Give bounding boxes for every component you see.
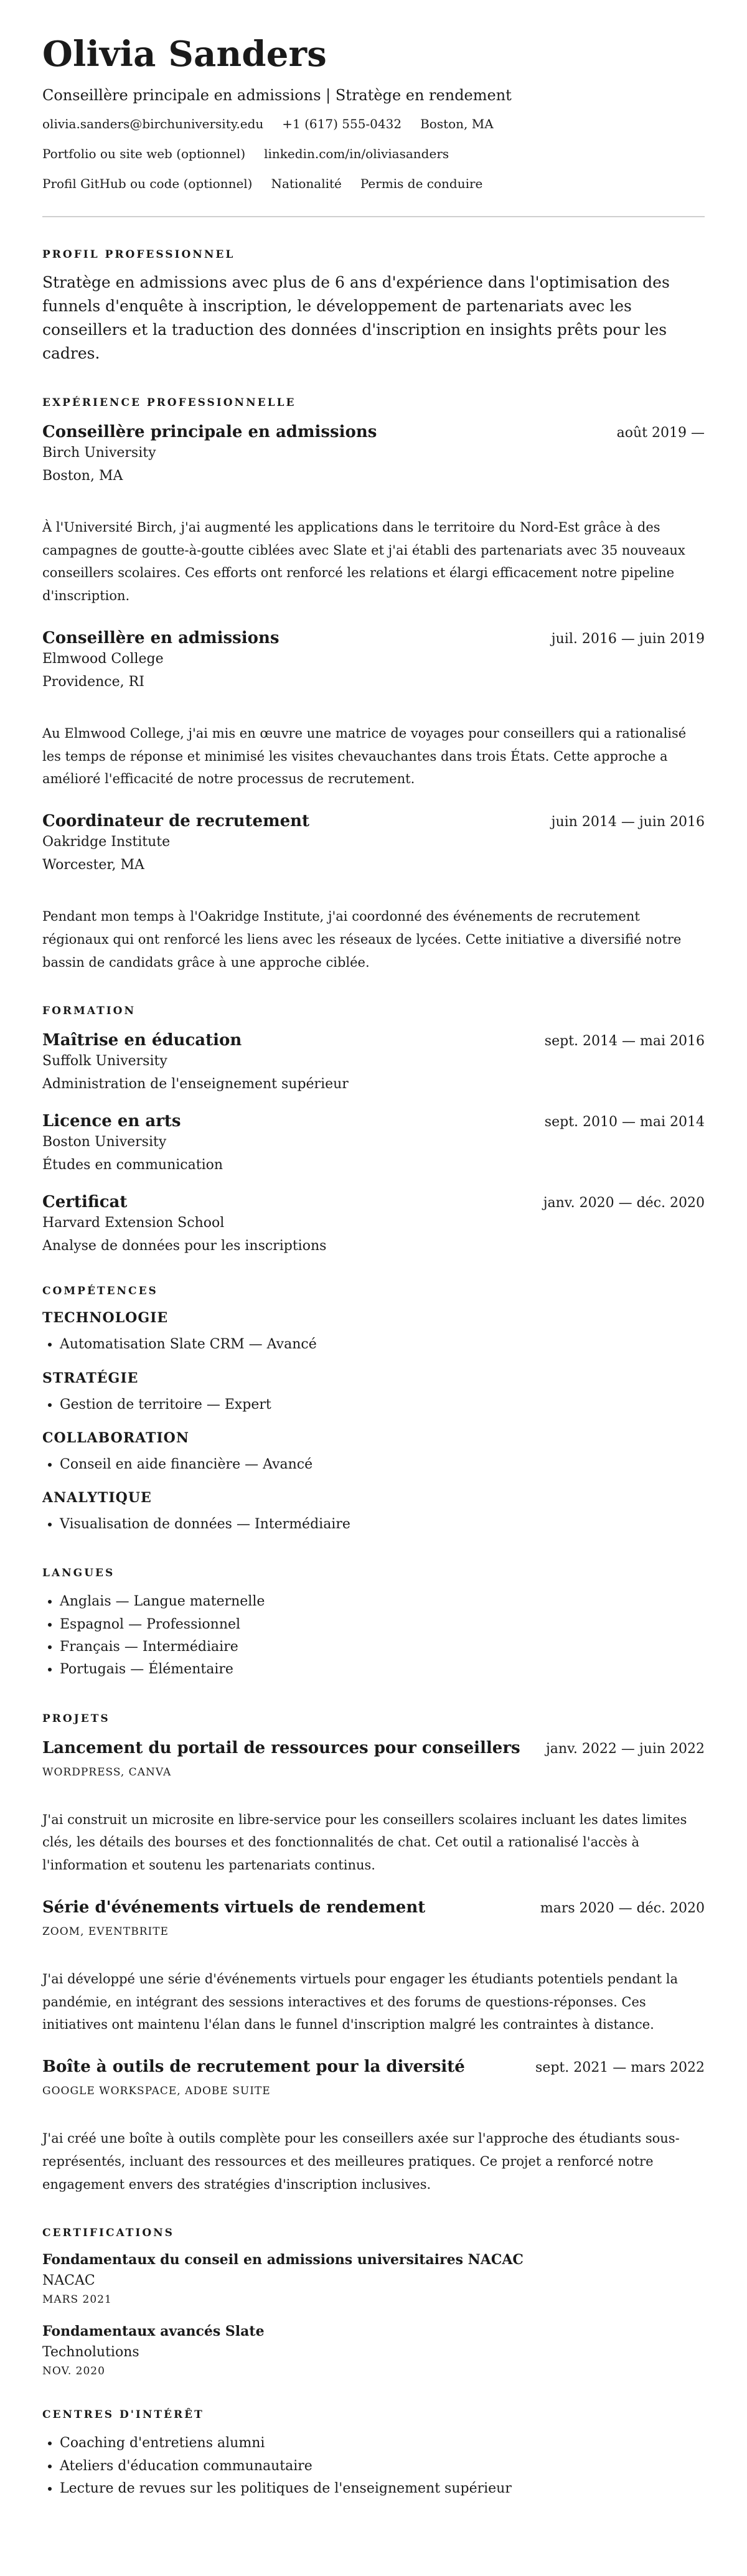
project-tech: ZOOM, EVENTBRITE bbox=[42, 1925, 169, 1938]
experience-entry bbox=[42, 629, 705, 791]
skill-list bbox=[42, 1394, 705, 1416]
section-title-certifications: CERTIFICATIONS bbox=[42, 2227, 174, 2240]
degree-detail: Administration de l'enseignement supérieur bbox=[42, 1076, 349, 1093]
job-title: Conseillère en admissions bbox=[42, 628, 280, 647]
languages-section bbox=[42, 1567, 705, 1681]
skill-category: COLLABORATION bbox=[42, 1429, 189, 1446]
certification-issuer: Technolutions bbox=[42, 2344, 139, 2361]
section-title-education: FORMATION bbox=[42, 1005, 136, 1018]
contact-linkedin[interactable]: linkedin.com/in/oliviasanders bbox=[264, 146, 449, 161]
projects-section bbox=[42, 1713, 705, 2196]
section-title-profile: PROFIL PROFESSIONNEL bbox=[42, 248, 235, 261]
interest-item: • Ateliers d'éducation communautaire bbox=[60, 2455, 705, 2478]
skill-item: • Conseil en aide financière — Avancé bbox=[60, 1454, 705, 1476]
project-date: sept. 2021 — mars 2022 bbox=[535, 2060, 705, 2076]
contact-github[interactable]: Profil GitHub ou code (optionnel) bbox=[42, 176, 253, 191]
degree-title: Certificat bbox=[42, 1193, 128, 1212]
section-title-skills: COMPÉTENCES bbox=[42, 1285, 158, 1298]
job-title: Coordinateur de recrutement bbox=[42, 812, 310, 831]
project-description: J'ai construit un microsite en libre-service pour les conseillers scolaires incluant les dates limites clés, les détails des bourses et des fonctionnalités de chat. Cet outil a rationalisé l'accès à l'information et soutenu les partenariats continus. bbox=[42, 1812, 687, 1873]
skill-list bbox=[42, 1333, 705, 1356]
project-date: mars 2020 — déc. 2020 bbox=[540, 1900, 705, 1916]
project-title: Lancement du portail de ressources pour conseillers bbox=[42, 1738, 520, 1757]
education-entry bbox=[42, 1031, 705, 1092]
school-name: Harvard Extension School bbox=[42, 1215, 225, 1231]
skill-item: • Visualisation de données — Intermédiaire bbox=[60, 1513, 705, 1536]
section-title-experience: EXPÉRIENCE PROFESSIONNELLE bbox=[42, 396, 296, 409]
interest-item: • Lecture de revues sur les politiques de l'enseignement supérieur bbox=[60, 2478, 705, 2500]
language-item: • Portugais — Élémentaire bbox=[60, 1658, 705, 1681]
skills-section bbox=[42, 1285, 705, 1536]
education-section bbox=[42, 1005, 705, 1254]
contact-phone[interactable]: +1 (617) 555-0432 bbox=[282, 116, 402, 131]
school-name: Suffolk University bbox=[42, 1053, 167, 1069]
job-date: juin 2014 — juin 2016 bbox=[551, 814, 705, 830]
certification-date: NOV. 2020 bbox=[42, 2365, 105, 2378]
contact-row-extra bbox=[42, 176, 705, 191]
project-entry bbox=[42, 2057, 705, 2196]
job-date: août 2019 — bbox=[616, 425, 705, 441]
project-tech: WORDPRESS, CANVA bbox=[42, 1765, 172, 1779]
interests-section bbox=[42, 2409, 705, 2500]
job-employer: Oakridge Institute bbox=[42, 834, 171, 850]
job-date: juil. 2016 — juin 2019 bbox=[551, 631, 705, 647]
skill-category: TECHNOLOGIE bbox=[42, 1310, 169, 1327]
certification-name: Fondamentaux avancés Slate bbox=[42, 2323, 265, 2340]
certification-entry bbox=[42, 2323, 705, 2377]
project-date: janv. 2022 — juin 2022 bbox=[545, 1741, 705, 1757]
degree-date: janv. 2020 — déc. 2020 bbox=[543, 1195, 705, 1211]
project-tech: GOOGLE WORKSPACE, ADOBE SUITE bbox=[42, 2085, 271, 2098]
resume-header bbox=[42, 36, 705, 191]
degree-title: Maîtrise en éducation bbox=[42, 1031, 242, 1050]
interest-list bbox=[42, 2432, 705, 2500]
language-item: • Anglais — Langue maternelle bbox=[60, 1591, 705, 1613]
degree-date: sept. 2014 — mai 2016 bbox=[544, 1033, 705, 1050]
job-location: Providence, RI bbox=[42, 674, 144, 690]
skill-list bbox=[42, 1454, 705, 1476]
skill-category: ANALYTIQUE bbox=[42, 1490, 152, 1507]
certification-entry bbox=[42, 2252, 705, 2306]
experience-section bbox=[42, 397, 705, 974]
language-list bbox=[42, 1591, 705, 1681]
skill-item: • Automatisation Slate CRM — Avancé bbox=[60, 1333, 705, 1356]
school-name: Boston University bbox=[42, 1134, 167, 1150]
degree-detail: Analyse de données pour les inscriptions bbox=[42, 1238, 327, 1254]
interest-item: • Coaching d'entretiens alumni bbox=[60, 2432, 705, 2455]
section-title-projects: PROJETS bbox=[42, 1712, 110, 1725]
job-location: Boston, MA bbox=[42, 468, 123, 484]
contact-nationality: Nationalité bbox=[271, 176, 342, 191]
profile-summary: Stratège en admissions avec plus de 6 ans d'expérience dans l'optimisation des funnels d'enquête à inscription, le développement de partenariats avec les conseillers et la traduction des données d'inscription en insights prêts pour les cadres. bbox=[42, 273, 670, 362]
contact-row-primary bbox=[42, 116, 705, 131]
degree-date: sept. 2010 — mai 2014 bbox=[544, 1114, 705, 1131]
skill-list bbox=[42, 1513, 705, 1536]
candidate-title: Conseillère principale en admissions | Stratège en rendement bbox=[42, 86, 512, 104]
section-title-languages: LANGUES bbox=[42, 1567, 115, 1580]
degree-title: Licence en arts bbox=[42, 1112, 181, 1131]
certification-issuer: NACAC bbox=[42, 2273, 95, 2289]
experience-entry bbox=[42, 812, 705, 974]
job-employer: Elmwood College bbox=[42, 651, 164, 667]
degree-detail: Études en communication bbox=[42, 1157, 223, 1173]
certification-name: Fondamentaux du conseil en admissions universitaires NACAC bbox=[42, 2252, 524, 2268]
language-item: • Français — Intermédiaire bbox=[60, 1636, 705, 1658]
profile-section bbox=[42, 248, 705, 365]
job-employer: Birch University bbox=[42, 444, 156, 461]
job-description: Au Elmwood College, j'ai mis en œuvre une matrice de voyages pour conseillers qui a rationalisé les temps de réponse et minimisé les visites chevauchantes dans trois États. Cette approche a amélioré l'efficacité de notre processus de recrutement. bbox=[42, 725, 687, 787]
project-description: J'ai développé une série d'événements virtuels pour engager les étudiants potentiels pendant la pandémie, en intégrant des sessions interactives et des forums de questions-réponses. Ces initiatives ont maintenu l'élan dans le funnel d'inscription malgré les contraintes à distance. bbox=[42, 1971, 679, 2033]
project-title: Série d'événements virtuels de rendement bbox=[42, 1897, 426, 1917]
education-entry bbox=[42, 1193, 705, 1254]
candidate-name: Olivia Sanders bbox=[42, 34, 327, 75]
project-description: J'ai créé une boîte à outils complète pour les conseillers axée sur l'approche des étudiants sous-représentés, incluant des ressources et des meilleures pratiques. Ce projet a renforcé notre engagement envers des stratégies d'inscription inclusives. bbox=[42, 2131, 680, 2192]
job-location: Worcester, MA bbox=[42, 857, 144, 873]
contact-email[interactable]: olivia.sanders@birchuniversity.edu bbox=[42, 116, 264, 131]
contact-row-links bbox=[42, 146, 705, 161]
job-title: Conseillère principale en admissions bbox=[42, 422, 377, 441]
project-title: Boîte à outils de recrutement pour la diversité bbox=[42, 2057, 465, 2077]
contact-portfolio[interactable]: Portfolio ou site web (optionnel) bbox=[42, 146, 246, 161]
job-description: À l'Université Birch, j'ai augmenté les applications dans le territoire du Nord-Est grâce à des campagnes de goutte-à-goutte ciblées avec Slate et j'ai établi des partenariats avec 35 nouveaux conseillers scolaires. Ces efforts ont renforcé les relations et élargi efficacement notre pipeline d'inscription. bbox=[42, 519, 685, 604]
header-divider bbox=[42, 216, 705, 217]
certification-date: MARS 2021 bbox=[42, 2293, 112, 2306]
project-entry bbox=[42, 1739, 705, 1877]
job-description: Pendant mon temps à l'Oakridge Institute, j'ai coordonné des événements de recrutement régionaux qui ont renforcé les liens avec les réseaux de lycées. Cette initiative a diversifié notre bassin de candidats grâce à une approche ciblée. bbox=[42, 909, 682, 970]
section-title-interests: CENTRES D'INTÉRÊT bbox=[42, 2409, 204, 2422]
contact-location: Boston, MA bbox=[420, 116, 494, 131]
skill-category: STRATÉGIE bbox=[42, 1370, 139, 1386]
contact-license: Permis de conduire bbox=[360, 176, 483, 191]
skill-item: • Gestion de territoire — Expert bbox=[60, 1394, 705, 1416]
education-entry bbox=[42, 1112, 705, 1173]
experience-entry bbox=[42, 423, 705, 608]
project-entry bbox=[42, 1898, 705, 2036]
certifications-section bbox=[42, 2227, 705, 2377]
language-item: • Espagnol — Professionnel bbox=[60, 1614, 705, 1636]
